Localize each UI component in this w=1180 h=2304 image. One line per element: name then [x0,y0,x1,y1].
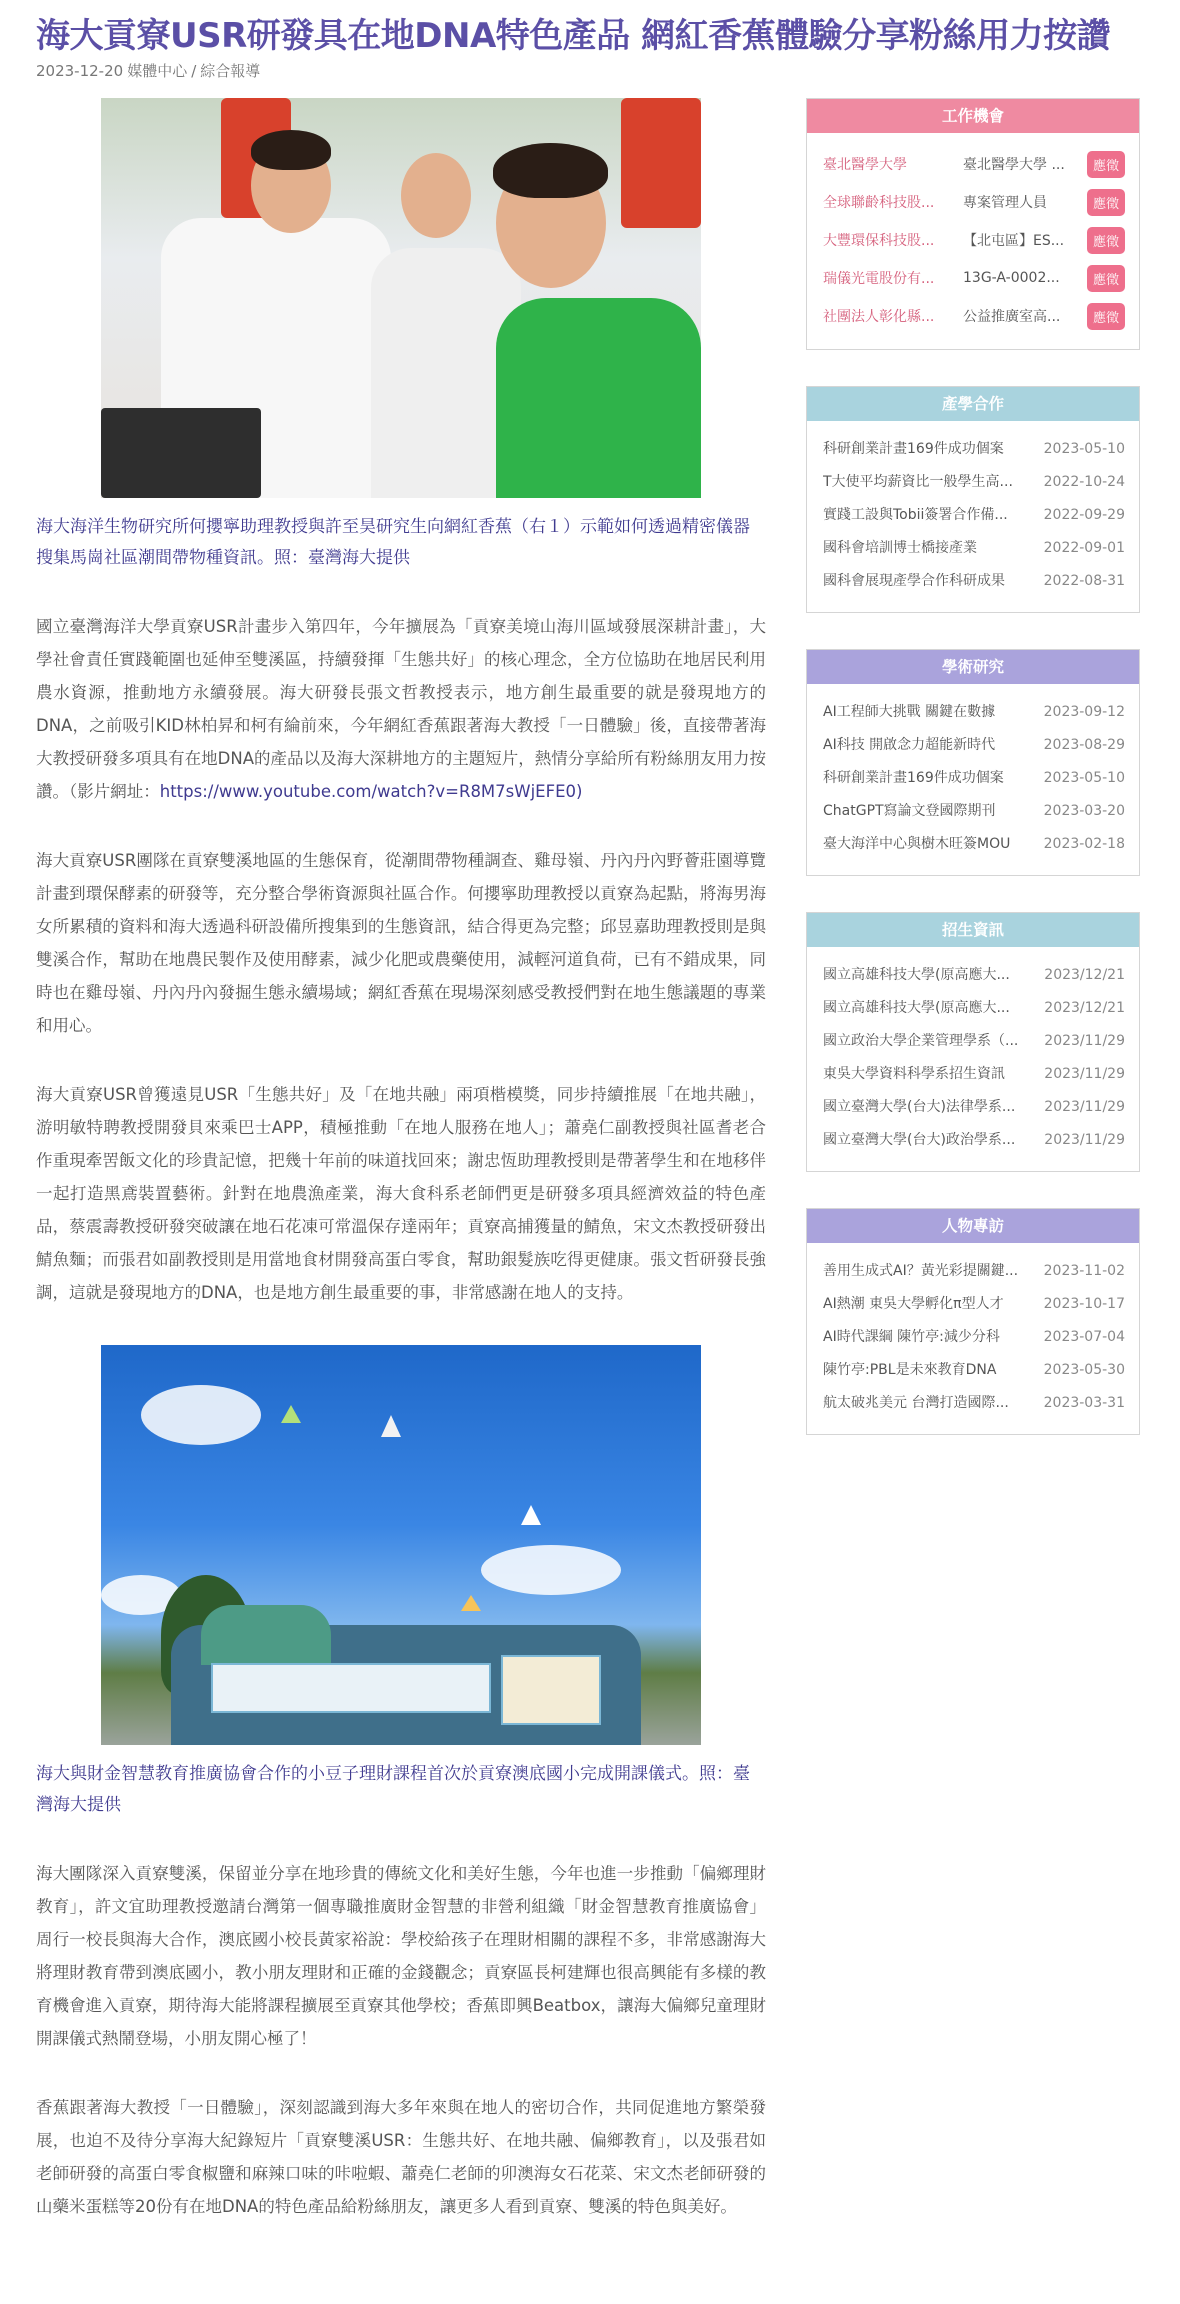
news-date: 2023-02-18 [1043,836,1125,852]
job-item[interactable] [823,259,1125,297]
list-item[interactable] [823,433,1125,466]
job-company[interactable]: 瑞儀光電股份有... [823,271,935,287]
cloud-shape [481,1545,621,1595]
article-paragraph-3: 海大貢寮USR曾獲遠見USR「生態共好」及「在地共融」兩項楷模獎，同步持續推展「在地共融」，游明敏特聘教授開發貝來乘巴士APP，積極推動「在地人服務在地人」；蕭堯仁副教授與社區耆老合作重現牽罟飯文化的珍貴記憶，把幾十年前的味道找回來；謝忠恆助理教授則是帶著學生和在地移伴一起打造黑鳶裝置藝術。針對在地農漁產業，海大食科系老師們更是研發多項具經濟效益的特色產品，蔡震壽教授研發突破讓在地石花凍可常溫保存達兩年；貢寮高捕獲量的鯖魚，宋文杰教授研發出鯖魚麵；而張君如副教授則是用當地食材開發高蛋白零食，幫助銀髮族吃得更健康。張文哲研發長強調，這就是發現地方的DNA，也是地方創生最重要的事，非常感謝在地人的支持。 [36,1085,766,1302]
job-position[interactable]: 專案管理人員 [963,195,1047,211]
video-link[interactable]: https://www.youtube.com/watch?v=R8M7sWjEFE0) [159,782,583,801]
news-title[interactable]: 國科會展現產學合作科研成果 [823,573,1005,589]
cloud-shape [141,1385,261,1445]
news-title[interactable]: AI工程師大挑戰 關鍵在數據 [823,704,996,720]
job-position[interactable]: 公益推廣室高... [963,309,1061,325]
article-meta [36,60,264,81]
list-item[interactable] [823,1354,1125,1387]
article-paragraph-5: 香蕉跟著海大教授「一日體驗」，深刻認識到海大多年來與在地人的密切合作，共同促進地方繁榮發展，也迫不及待分享海大紀錄短片「貢寮雙溪USR：生態共好、在地共融、偏鄉教育」，以及張君如老師研發的高蛋白零食椒鹽和麻辣口味的咔啦蝦、蕭堯仁老師的卯澳海女石花菜、宋文杰老師研發的山藥米蛋糕等20份有在地DNA的特色產品給粉絲朋友，讓更多人看到貢寮、雙溪的特色與美好。 [36,2098,766,2216]
people-list [807,1243,1139,1434]
news-title[interactable]: 善用生成式AI？黃光彩提關鍵... [823,1263,1019,1279]
paragraph-1-text: 國立臺灣海洋大學貢寮USR計畫步入第四年，今年擴展為「貢寮美境山海川區域發展深耕計畫」，大學社會責任實踐範圍也延伸至雙溪區，持續發揮「生態共好」的核心理念，全方位協助在地居民利用農水資源，推動地方永續發展。海大研發長張文哲教授表示，地方創生最重要的就是發現地方的DNA，之前吸引KID林柏昇和柯有綸前來，今年網紅香蕉跟著海大教授「一日體驗」後，直接帶著海大教授研發多項具有在地DNA的產品以及海大深耕地方的主題短片，熱情分享給所有粉絲朋友用力按讚。（影片網址： [36,617,766,801]
apply-button[interactable]: 應徵 [1087,151,1125,178]
news-title[interactable]: 國立政治大學企業管理學系（... [823,1033,1019,1049]
article-paragraph-1 [36,610,766,808]
news-title[interactable]: ChatGPT寫論文登國際期刊 [823,803,996,819]
jobs-list [807,133,1139,349]
news-date: 2023/12/21 [1044,1000,1125,1016]
news-date: 2023-05-10 [1043,770,1125,786]
news-date: 2023-09-12 [1043,704,1125,720]
job-company[interactable]: 社團法人彰化縣... [823,309,935,325]
job-position[interactable]: 13G-A-0002... [963,270,1060,286]
article-body [36,98,766,2223]
admissions-box [806,912,1140,1172]
news-title[interactable]: AI熱潮 東吳大學孵化π型人才 [823,1296,1004,1312]
news-date: 2023-08-29 [1043,737,1125,753]
news-date: 2023-10-17 [1043,1296,1125,1312]
article-category[interactable]: 綜合報導 [200,62,261,80]
news-date: 2022-08-31 [1043,573,1125,589]
article-date: 2023-12-20 [36,62,124,80]
list-item[interactable] [823,795,1125,828]
news-title[interactable]: 臺大海洋中心與樹木旺簽MOU [823,836,1011,852]
job-position[interactable]: 【北屯區】ES... [963,233,1065,249]
list-item[interactable] [823,828,1125,861]
paper-plane-shape [281,1405,301,1423]
news-date: 2023/11/29 [1044,1132,1125,1148]
article-photo-banana-lab [101,98,701,498]
news-date: 2022-10-24 [1043,474,1125,490]
news-title[interactable]: 國立高雄科技大學(原高應大... [823,967,1010,983]
person-hair-shape [251,130,331,170]
jobs-box [806,98,1140,350]
academic-list [807,684,1139,875]
news-date: 2023-03-20 [1043,803,1125,819]
news-title[interactable]: 科研創業計畫169件成功個案 [823,441,1004,457]
industry-list [807,421,1139,612]
sidebar [806,98,1140,1471]
job-item[interactable] [823,221,1125,259]
list-item[interactable] [823,696,1125,729]
news-date: 2023/11/29 [1044,1066,1125,1082]
list-item[interactable] [823,565,1125,598]
news-title[interactable]: 實踐工設與Tobii簽署合作備... [823,507,1008,523]
person-hair-shape [493,143,608,198]
photo-caption-1: 海大海洋生物研究所何攖寧助理教授與許至昊研究生向網紅香蕉（右１）示範如何透過精密儀器搜集馬崗社區潮間帶物種資訊。照：臺灣海大提供 [36,517,750,568]
list-item[interactable] [823,466,1125,499]
news-date: 2023/12/21 [1044,967,1125,983]
article-photo-group [101,1345,701,1745]
list-item[interactable] [823,1387,1125,1420]
news-title[interactable]: AI科技 開啟念力超能新時代 [823,737,996,753]
news-date: 2023-03-31 [1043,1395,1125,1411]
apply-button[interactable]: 應徵 [1087,227,1125,254]
people-box-title: 人物專訪 [807,1209,1139,1243]
news-date: 2022-09-29 [1043,507,1125,523]
paper-plane-shape [381,1415,401,1437]
news-title[interactable]: 航太破兆美元 台灣打造國際... [823,1395,1009,1411]
news-title[interactable]: 國立臺灣大學(台大)政治學系... [823,1132,1016,1148]
job-position[interactable]: 臺北醫學大學 ... [963,157,1065,173]
drawing-board-shape [501,1655,601,1725]
list-item[interactable] [823,762,1125,795]
jobs-box-title: 工作機會 [807,99,1139,133]
article-headline: 海大貢寮USR研發具在地DNA特色產品 網紅香蕉體驗分享粉絲用力按讚 [36,16,1111,56]
news-title[interactable]: 國科會培訓博士橋接產業 [823,540,977,556]
paper-plane-shape [521,1505,541,1525]
job-item[interactable] [823,297,1125,335]
news-date: 2022-09-01 [1043,540,1125,556]
news-title[interactable]: T大使平均薪資比一般學生高... [823,474,1013,490]
people-box [806,1208,1140,1435]
news-title[interactable]: AI時代課綱 陳竹亭:減少分科 [823,1329,1000,1345]
news-date: 2023/11/29 [1044,1033,1125,1049]
admissions-list [807,947,1139,1171]
list-item[interactable] [823,959,1125,992]
crowd-shape [201,1605,331,1665]
list-item[interactable] [823,729,1125,762]
news-date: 2023-05-30 [1043,1362,1125,1378]
list-item[interactable] [823,1321,1125,1354]
article-paragraph-4: 海大團隊深入貢寮雙溪，保留並分享在地珍貴的傳統文化和美好生態，今年也進一步推動「偏鄉理財教育」，許文宜助理教授邀請台灣第一個專職推廣財金智慧的非營利組織「財金智慧教育推廣協會」周行一校長與海大合作，澳底國小校長黃家裕說：學校給孩子在理財相關的課程不多，非常感謝海大將理財教育帶到澳底國小，教小朋友理財和正確的金錢觀念；貢寮區長柯建輝也很高興能有多樣的教育機會進入貢寮，期待海大能將課程擴展至貢寮其他學校；香蕉即興Beatbox，讓海大偏鄉兒童理財開課儀式熱鬧登場，小朋友開心極了！ [36,1864,766,2048]
news-title[interactable]: 國立臺灣大學(台大)法律學系... [823,1099,1016,1115]
list-item[interactable] [823,1091,1125,1124]
news-title[interactable]: 科研創業計畫169件成功個案 [823,770,1004,786]
job-company[interactable]: 大豐環保科技股... [823,233,935,249]
red-pillar-shape [621,98,701,228]
paper-plane-shape [461,1595,481,1611]
list-item[interactable] [823,532,1125,565]
article-source[interactable]: 媒體中心 [127,62,188,80]
equipment-case-shape [101,408,261,498]
industry-box-title: 產學合作 [807,387,1139,421]
list-item[interactable] [823,1058,1125,1091]
apply-button[interactable]: 應徵 [1087,265,1125,292]
apply-button[interactable]: 應徵 [1087,303,1125,330]
job-item[interactable] [823,145,1125,183]
list-item[interactable] [823,992,1125,1025]
news-title[interactable]: 東吳大學資料科學系招生資訊 [823,1066,1005,1082]
list-item[interactable] [823,1124,1125,1157]
admissions-box-title: 招生資訊 [807,913,1139,947]
academic-box [806,649,1140,876]
news-date: 2023/11/29 [1044,1099,1125,1115]
job-company[interactable]: 全球聯齡科技股... [823,195,935,211]
green-shirt-shape [496,298,701,498]
news-date: 2023-07-04 [1043,1329,1125,1345]
academic-box-title: 學術研究 [807,650,1139,684]
list-item[interactable] [823,1025,1125,1058]
news-title[interactable]: 國立高雄科技大學(原高應大... [823,1000,1010,1016]
news-date: 2023-11-02 [1043,1263,1125,1279]
list-item[interactable] [823,499,1125,532]
list-item[interactable] [823,1255,1125,1288]
job-company[interactable]: 臺北醫學大學 [823,157,907,173]
industry-box [806,386,1140,613]
person-head-shape [401,153,471,238]
photo-caption-2: 海大與財金智慧教育推廣協會合作的小豆子理財課程首次於貢寮澳底國小完成開課儀式。照：臺灣海大提供 [36,1764,750,1815]
news-date: 2023-05-10 [1043,441,1125,457]
job-item[interactable] [823,183,1125,221]
group-banner-shape [211,1663,491,1713]
article-paragraph-2: 海大貢寮USR團隊在貢寮雙溪地區的生態保育，從潮間帶物種調查、雞母嶺、丹內丹內野薈莊園導覽計畫到環保酵素的研發等，充分整合學術資源與社區合作。何攖寧助理教授以貢寮為起點，將海男海女所累積的資料和海大透過科研設備所搜集到的生態資訊，結合得更為完整；邱昱嘉助理教授則是與雙溪合作，幫助在地農民製作及使用酵素，減少化肥或農藥使用，減輕河道負荷，已有不錯成果，同時也在雞母嶺、丹內丹內發掘生態永續場域；網紅香蕉在現場深刻感受教授們對在地生態議題的專業和用心。 [36,851,766,1035]
news-title[interactable]: 陳竹亭:PBL是未來教育DNA [823,1362,997,1378]
meta-separator: / [191,62,197,80]
apply-button[interactable]: 應徵 [1087,189,1125,216]
list-item[interactable] [823,1288,1125,1321]
